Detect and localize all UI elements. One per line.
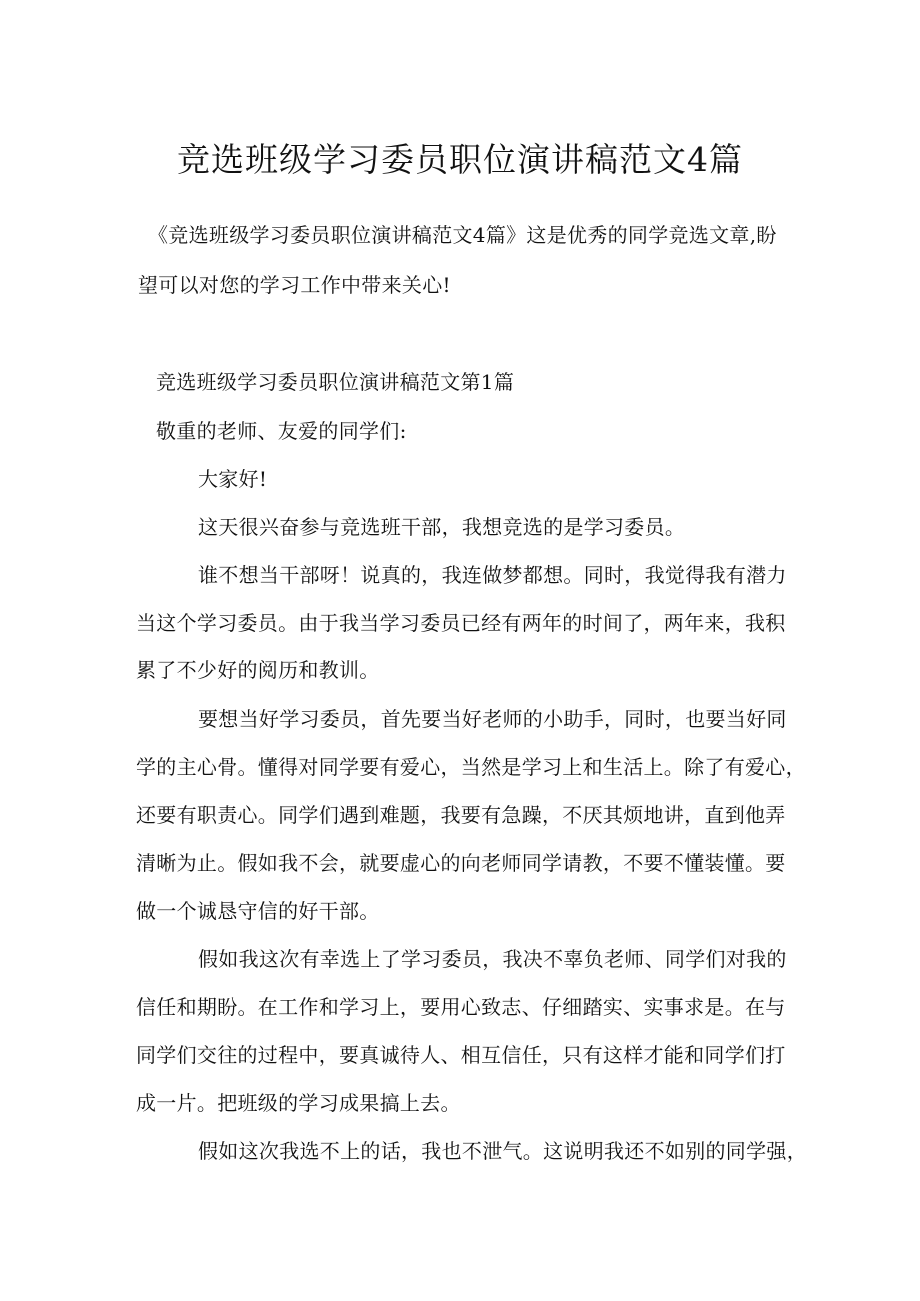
section-heading: 竞选班级学习委员职位演讲稿范文第1篇 xyxy=(156,370,515,394)
paragraph-line: 当这个学习委员。由于我当学习委员已经有两年的时间了，两年来，我积 xyxy=(136,611,786,635)
paragraph-line: 假如这次我选不上的话，我也不泄气。这说明我还不如别的同学强， xyxy=(198,1139,807,1163)
paragraph-line: 谁不想当干部呀！说真的，我连做梦都想。同时，我觉得我有潜力 xyxy=(198,563,787,587)
salutation: 敬重的老师、友爱的同学们: xyxy=(156,419,407,443)
paragraph-line: 信任和期盼。在工作和学习上，要用心致志、仔细踏实、实事求是。在与 xyxy=(136,995,786,1019)
paragraph-line: 这天很兴奋参与竞选班干部，我想竞选的是学习委员。 xyxy=(198,515,686,539)
intro-line: 望可以对您的学习工作中带来关心! xyxy=(138,273,451,297)
paragraph-line: 做一个诚恳守信的好干部。 xyxy=(136,899,380,923)
paragraph-line: 学的主心骨。懂得对同学要有爱心，当然是学习上和生活上。除了有爱心， xyxy=(136,755,806,779)
paragraph-line: 累了不少好的阅历和教训。 xyxy=(136,658,380,682)
paragraph-line: 假如我这次有幸选上了学习委员，我决不辜负老师、同学们对我的 xyxy=(198,947,787,971)
intro-line: 《竞选班级学习委员职位演讲稿范文4篇》这是优秀的同学竞选文章,盼 xyxy=(148,223,777,247)
paragraph-line: 成一片。把班级的学习成果搞上去。 xyxy=(136,1091,461,1115)
greeting: 大家好! xyxy=(198,467,268,491)
paragraph-line: 同学们交往的过程中，要真诚待人、相互信任，只有这样才能和同学们打 xyxy=(136,1043,786,1067)
paragraph-line: 还要有职责心。同学们遇到难题，我要有急躁，不厌其烦地讲，直到他弄 xyxy=(136,803,786,827)
paragraph-line: 要想当好学习委员，首先要当好老师的小助手，同时，也要当好同 xyxy=(198,707,787,731)
paragraph-line: 清晰为止。假如我不会，就要虚心的向老师同学请教，不要不懂装懂。要 xyxy=(136,851,786,875)
document-title: 竞选班级学习委员职位演讲稿范文4篇 xyxy=(177,140,743,179)
